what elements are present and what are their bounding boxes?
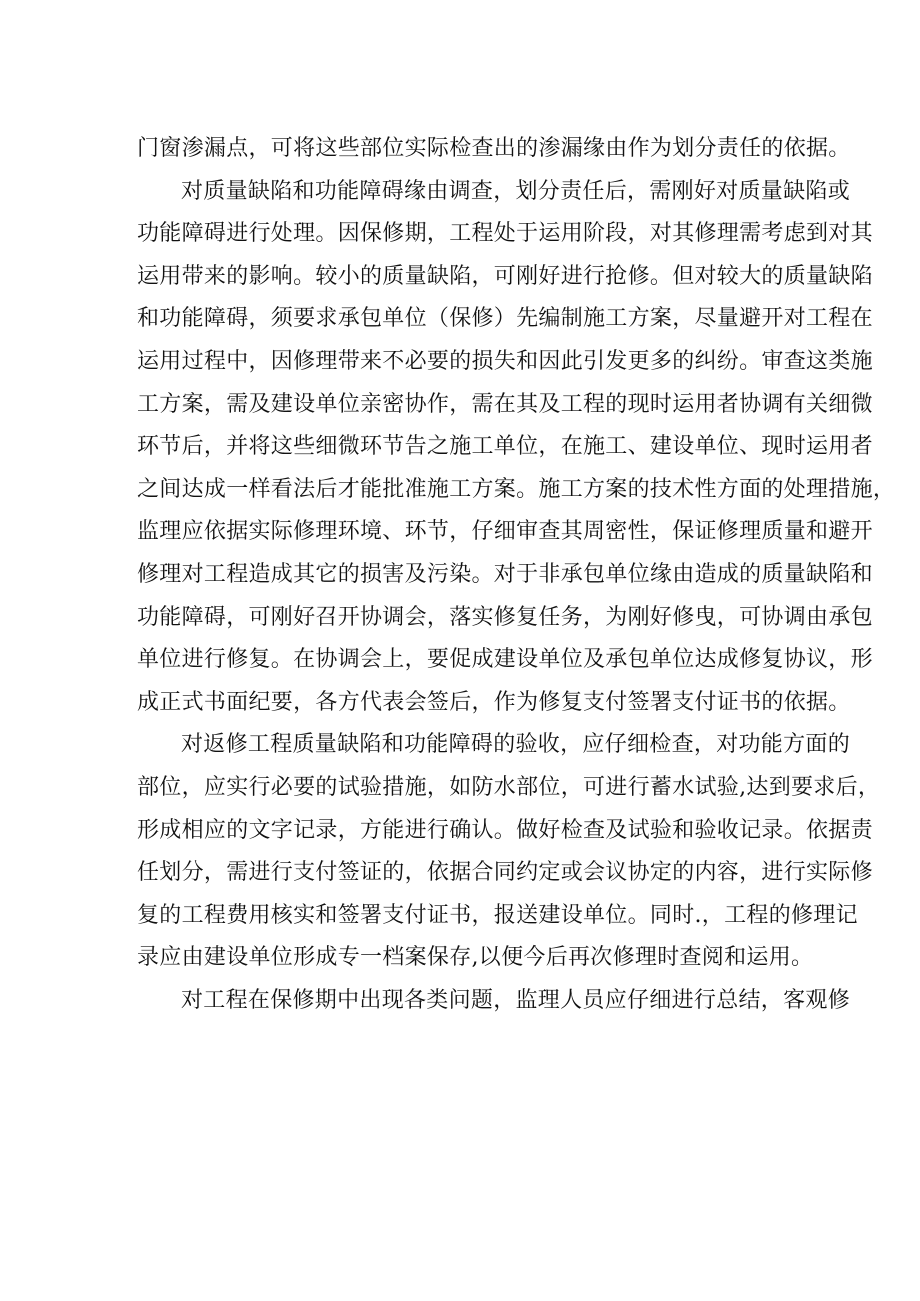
paragraph-4 (137, 980, 851, 1023)
text-line: 之间达成一样看法后才能批准施工方案。施工方案的技术性方面的处理措施， (137, 476, 896, 502)
text-line: 任划分，需进行支付签证的，依据合同约定或会议协定的内容，进行实际修 (137, 860, 873, 886)
text-line: 对质量缺陷和功能障碍缘由调查，划分责任后，需刚好对质量缺陷或 (181, 178, 851, 204)
paragraph-3 (137, 724, 881, 980)
text-line: 环节后，并将这些细微环节告之施工单位，在施工、建设单位、现时运用者 (137, 434, 873, 460)
text-line: 成正式书面纪要，各方代表会签后，作为修复支付签署支付证书的依据。 (137, 689, 851, 715)
text-line: 录应由建设单位形成专一档案保存,以便今后再次修理时查阅和运用。 (137, 945, 814, 971)
text-line: 对工程在保修期中出现各类问题，监理人员应仔细进行总结，客观修 (181, 987, 851, 1013)
text-line: 修理对工程造成其它的损害及污染。对于非承包单位缘由造成的质量缺陷和 (137, 561, 873, 587)
text-line: 单位进行修复。在协调会上，要促成建设单位及承包单位达成修复协议，形 (137, 647, 873, 673)
text-line: 门窗渗漏点，可将这些部位实际检查出的渗漏缘由作为划分责任的依据。 (137, 136, 851, 161)
text-line: 运用带来的影响。较小的质量缺陷，可刚好进行抢修。但对较大的质量缺陷 (137, 263, 873, 289)
text-line: 功能障碍进行处理。因保修期，工程处于运用阶段，对其修理需考虑到对其 (137, 221, 873, 247)
text-line: 对返修工程质量缺陷和功能障碍的验收，应仔细检查，对功能方面的 (181, 732, 851, 758)
text-line: 部位，应实行必要的试验措施，如防水部位，可进行蓄水试验,达到要求后， (137, 774, 881, 800)
text-line: 功能障碍，可刚好召开协调会，落实修复任务，为刚好修曳，可协调由承包 (137, 604, 873, 630)
text-line: 和功能障碍，须要求承包单位（保修）先编制施工方案，尽量避开对工程在 (137, 306, 873, 332)
text-line: 监理应依据实际修理环境、环节，仔细审查其周密性，保证修理质量和避开 (137, 519, 873, 545)
document-body (137, 128, 896, 1022)
paragraph-1 (137, 128, 851, 171)
text-line: 复的工程费用核实和签署支付证书，报送建设单位。同时.，工程的修理记 (137, 902, 858, 928)
text-line: 工方案，需及建设单位亲密协作，需在其及工程的现时运用者协调有关细微 (137, 391, 873, 417)
paragraph-2 (137, 171, 896, 725)
text-line: 形成相应的文字记录，方能进行确认。做好检查及试验和验收记录。依据责 (137, 817, 873, 843)
text-line: 运用过程中，因修理带来不必要的损失和因此引发更多的纠纷。审查这类施 (137, 348, 873, 374)
